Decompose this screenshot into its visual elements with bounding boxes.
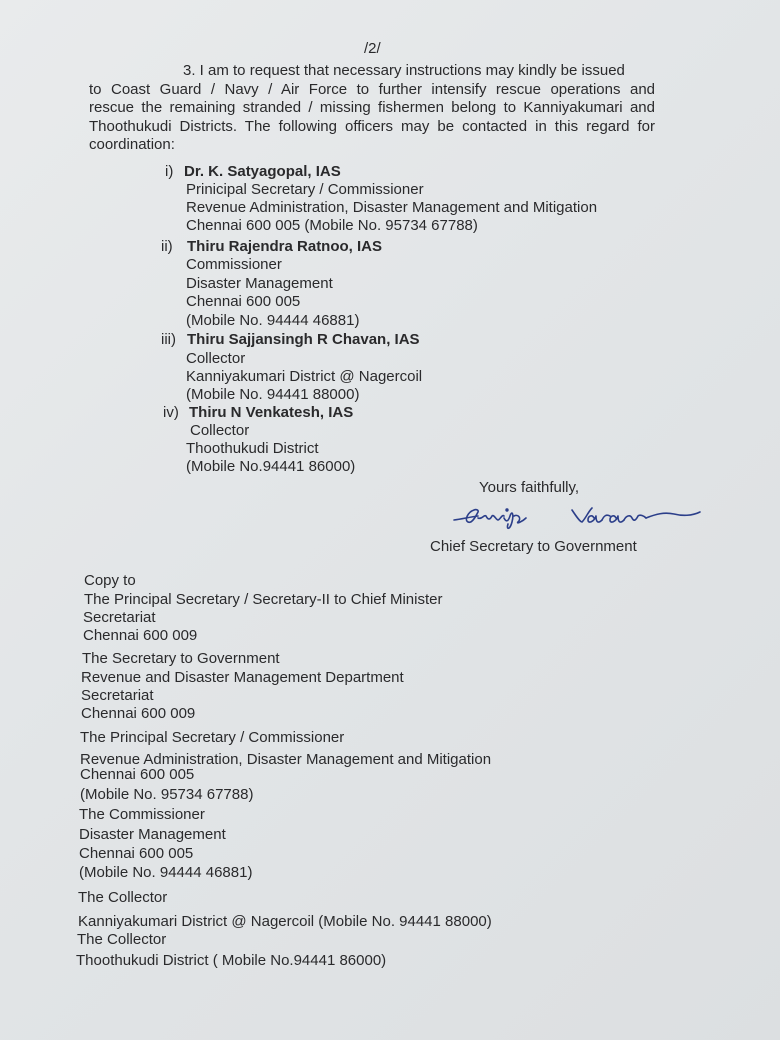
copy-to-line: Kanniyakumari District @ Nagercoil (Mobile No. 94441 88000) — [78, 913, 492, 930]
officer-name: Thiru Rajendra Ratnoo, IAS — [187, 238, 383, 255]
officer-line: Collector — [190, 422, 250, 439]
officer-line: Commissioner — [186, 256, 282, 273]
officer-numeral: iv) — [163, 404, 179, 421]
copy-to-line: Chennai 600 009 — [81, 705, 196, 722]
officer-numeral: ii) — [161, 238, 173, 255]
officer-line: Collector — [186, 350, 246, 367]
copy-to-line: Thoothukudi District ( Mobile No.94441 86000) — [76, 952, 387, 969]
copy-to-line: Chennai 600 005 — [79, 845, 194, 862]
copy-to-line: (Mobile No. 95734 67788) — [80, 786, 254, 803]
copy-to-line: Revenue and Disaster Management Department — [81, 669, 404, 686]
officer-line: Thoothukudi District — [186, 440, 319, 457]
paragraph-line: rescue the remaining stranded / missing fishermen belong to Kanniyakumari and — [89, 99, 655, 116]
officer-name: Thiru Sajjansingh R Chavan, IAS — [187, 331, 420, 348]
officer-name: Dr. K. Satyagopal, IAS — [184, 163, 341, 180]
copy-to-line: Disaster Management — [79, 826, 226, 843]
copy-to-line: The Collector — [78, 889, 168, 906]
officer-line: Chennai 600 005 (Mobile No. 95734 67788) — [186, 217, 478, 234]
officer-line: (Mobile No. 94444 46881) — [186, 312, 360, 329]
copy-to-line: The Principal Secretary / Commissioner — [80, 729, 345, 746]
request-paragraph — [89, 62, 655, 155]
closing-salutation: Yours faithfully, — [479, 479, 580, 496]
page-number: /2/ — [364, 40, 381, 57]
officer-numeral: i) — [165, 163, 174, 180]
paragraph-line: 3. I am to request that necessary instructions may kindly be issued — [183, 62, 625, 79]
copy-to-line: (Mobile No. 94444 46881) — [79, 864, 253, 881]
copy-to-line: Secretariat — [81, 687, 154, 704]
officer-line: Revenue Administration, Disaster Management and Mitigation — [186, 199, 598, 216]
copy-to-line: The Collector — [77, 931, 167, 948]
paragraph-line: Thoothukudi Districts. The following officers may be contacted in this regard for — [89, 117, 655, 135]
copy-to-line: The Principal Secretary / Secretary-II to Chief Minister — [84, 591, 443, 608]
paragraph-line: coordination: — [89, 136, 175, 153]
officer-line: Disaster Management — [186, 275, 333, 292]
officer-line: Kanniyakumari District @ Nagercoil — [186, 368, 423, 385]
copy-to-line: The Commissioner — [79, 806, 205, 823]
copy-to-line: Chennai 600 005 — [80, 766, 195, 783]
copy-to-line: Chennai 600 009 — [83, 627, 198, 644]
copy-to-line: Revenue Administration, Disaster Management and Mitigation — [80, 751, 492, 768]
copy-to-line: The Secretary to Government — [82, 650, 280, 667]
handwritten-signature — [452, 500, 702, 534]
paragraph-line: to Coast Guard / Navy / Air Force to further intensify rescue operations and — [89, 80, 655, 98]
officer-line: Prinicipal Secretary / Commissioner — [186, 181, 424, 198]
officer-line: (Mobile No.94441 86000) — [186, 458, 356, 475]
officer-line: Chennai 600 005 — [186, 293, 301, 310]
officer-numeral: iii) — [161, 331, 176, 348]
copy-to-line: Secretariat — [83, 609, 156, 626]
signatory-title: Chief Secretary to Government — [430, 538, 637, 555]
officer-name: Thiru N Venkatesh, IAS — [189, 404, 354, 421]
officer-line: (Mobile No. 94441 88000) — [186, 386, 360, 403]
copy-to-heading: Copy to — [84, 572, 136, 589]
